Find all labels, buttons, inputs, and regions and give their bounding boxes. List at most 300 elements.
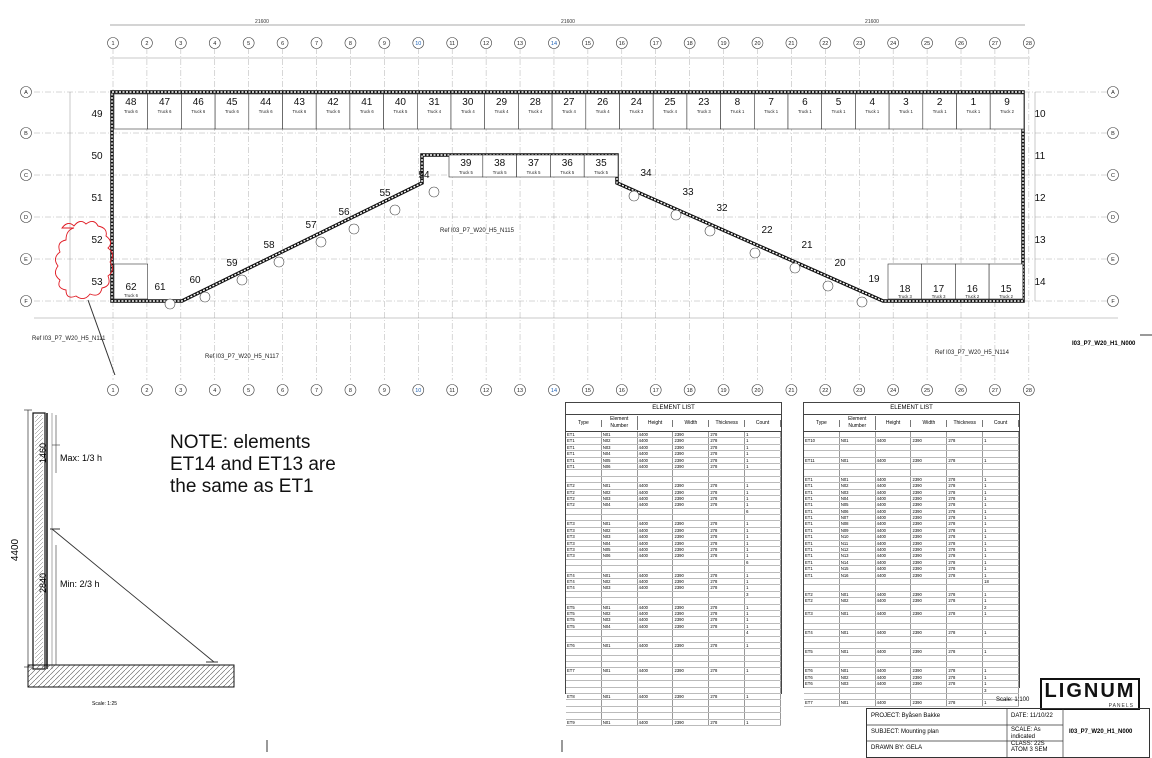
table-cell bbox=[673, 598, 709, 603]
table-cell: 4400 bbox=[638, 547, 674, 552]
table-cell bbox=[840, 464, 876, 469]
truck-label: Truck 3 bbox=[897, 294, 912, 299]
table-cell bbox=[566, 509, 602, 514]
section-bubble bbox=[705, 226, 715, 236]
table-cell bbox=[804, 605, 840, 610]
table-cell: 1 bbox=[745, 496, 781, 501]
table-cell: N05 bbox=[840, 502, 876, 507]
table-cell: ET11 bbox=[804, 458, 840, 463]
table-cell bbox=[709, 592, 745, 597]
table-cell: 4 bbox=[745, 630, 781, 635]
table-cell: 2390 bbox=[673, 438, 709, 443]
table-header-cell: Thickness bbox=[709, 420, 745, 427]
table-cell: 1 bbox=[983, 515, 1019, 520]
table-cell: 2390 bbox=[673, 668, 709, 673]
table-cell: 2390 bbox=[673, 458, 709, 463]
table-cell: 278 bbox=[947, 598, 983, 603]
table-cell bbox=[602, 630, 638, 635]
table-cell: N01 bbox=[840, 611, 876, 616]
table-cell: N01 bbox=[840, 458, 876, 463]
table-cell: N03 bbox=[602, 496, 638, 501]
table-cell: 4400 bbox=[638, 611, 674, 616]
table-cell bbox=[638, 630, 674, 635]
table-cell: N01 bbox=[840, 438, 876, 443]
table-cell bbox=[804, 617, 840, 622]
table-cell: 2390 bbox=[673, 496, 709, 501]
table-cell: ET6 bbox=[804, 675, 840, 680]
table-cell: 1 bbox=[983, 668, 1019, 673]
table-cell: 4400 bbox=[638, 605, 674, 610]
table-cell: 1 bbox=[983, 598, 1019, 603]
table-cell: ET3 bbox=[566, 553, 602, 558]
table-cell bbox=[673, 649, 709, 654]
element-number: 29 bbox=[495, 97, 508, 108]
table-cell bbox=[840, 656, 876, 661]
grid-bubble-label: 24 bbox=[890, 41, 897, 47]
table-cell: 278 bbox=[947, 553, 983, 558]
table-cell bbox=[745, 700, 781, 705]
table-cell bbox=[638, 470, 674, 475]
table-cell bbox=[804, 432, 840, 437]
table-cell bbox=[911, 451, 947, 456]
table-cell bbox=[709, 700, 745, 705]
table-cell: 278 bbox=[709, 643, 745, 648]
table-cell bbox=[673, 630, 709, 635]
table-cell bbox=[566, 675, 602, 680]
table-cell: 2390 bbox=[673, 553, 709, 558]
table-cell bbox=[947, 579, 983, 584]
element-number: 55 bbox=[379, 188, 391, 199]
table-cell: N02 bbox=[840, 598, 876, 603]
table-cell bbox=[840, 432, 876, 437]
table-cell bbox=[983, 464, 1019, 469]
table-cell bbox=[673, 560, 709, 565]
table-cell bbox=[983, 656, 1019, 661]
grid-bubble-label: D bbox=[24, 215, 28, 221]
table-cell: N01 bbox=[602, 720, 638, 725]
table-cell bbox=[673, 470, 709, 475]
table-cell: 4400 bbox=[638, 438, 674, 443]
table-cell: 1 bbox=[983, 541, 1019, 546]
truck-label: Truck 4 bbox=[494, 109, 509, 114]
table-cell bbox=[638, 707, 674, 712]
truck-label: Truck 4 bbox=[562, 109, 576, 114]
table-cell: 2390 bbox=[673, 541, 709, 546]
table-cell: 278 bbox=[947, 509, 983, 514]
table-cell bbox=[947, 585, 983, 590]
table-cell bbox=[804, 445, 840, 450]
table-cell bbox=[876, 432, 912, 437]
grid-bubble-label: 26 bbox=[957, 41, 965, 47]
grid-bubble-label: 18 bbox=[686, 41, 693, 47]
table-cell: N02 bbox=[602, 611, 638, 616]
table-cell: 278 bbox=[947, 528, 983, 533]
grid-bubble-label: 16 bbox=[618, 388, 625, 394]
table-cell bbox=[876, 643, 912, 648]
table-cell: 4400 bbox=[638, 617, 674, 622]
table-cell bbox=[709, 707, 745, 712]
table-cell bbox=[947, 662, 983, 667]
table-cell: 1 bbox=[745, 643, 781, 648]
table-cell: N03 bbox=[602, 445, 638, 450]
table-cell: 278 bbox=[709, 490, 745, 495]
table-cell: 278 bbox=[709, 624, 745, 629]
table-cell: 2390 bbox=[911, 528, 947, 533]
table-cell bbox=[983, 585, 1019, 590]
table-cell: 1 bbox=[745, 483, 781, 488]
grid-bubble-label: 9 bbox=[382, 41, 386, 47]
element-number: 56 bbox=[338, 207, 350, 218]
table-cell: ET2 bbox=[566, 502, 602, 507]
table-cell: 4400 bbox=[876, 477, 912, 482]
table-cell bbox=[638, 700, 674, 705]
element-number: 50 bbox=[91, 151, 103, 162]
table-cell bbox=[673, 509, 709, 514]
table-cell: ET1 bbox=[804, 573, 840, 578]
table-cell: N13 bbox=[840, 553, 876, 558]
table-cell: 278 bbox=[947, 477, 983, 482]
table-cell: 4400 bbox=[638, 720, 674, 725]
table-cell: 2390 bbox=[673, 483, 709, 488]
grid-bubble-label: 5 bbox=[247, 388, 251, 394]
table-cell: 4400 bbox=[638, 643, 674, 648]
table-cell bbox=[709, 649, 745, 654]
table-cell: 2390 bbox=[911, 553, 947, 558]
table-cell: 278 bbox=[947, 611, 983, 616]
table-cell: 2390 bbox=[673, 573, 709, 578]
project-field: PROJECT: Byåsen Bakke bbox=[871, 713, 941, 719]
grid-bubble-label: 25 bbox=[924, 388, 931, 394]
table-cell: 1 bbox=[745, 579, 781, 584]
table-cell: 2 bbox=[983, 605, 1019, 610]
table-cell: 1 bbox=[745, 432, 781, 437]
table-cell bbox=[566, 681, 602, 686]
element-number: 30 bbox=[462, 97, 474, 108]
table-cell: 2390 bbox=[673, 611, 709, 616]
table-cell bbox=[804, 643, 840, 648]
table-cell: 1 bbox=[983, 477, 1019, 482]
section-total-height: 4400 bbox=[10, 538, 21, 562]
table-header-cell: Type bbox=[566, 420, 602, 427]
element-number: 47 bbox=[158, 97, 171, 108]
grid-bubble-label: 3 bbox=[179, 41, 183, 47]
table-cell bbox=[983, 445, 1019, 450]
table-cell: N03 bbox=[840, 681, 876, 686]
table-cell: 278 bbox=[947, 630, 983, 635]
table-cell bbox=[566, 688, 602, 693]
table-cell: 278 bbox=[709, 438, 745, 443]
table-cell bbox=[709, 656, 745, 661]
truck-label: Truck 1 bbox=[730, 109, 745, 114]
grid-bubble-label: 4 bbox=[213, 388, 217, 394]
lignum-logo bbox=[1040, 678, 1140, 710]
table-cell bbox=[566, 713, 602, 718]
table-cell: 278 bbox=[709, 547, 745, 552]
truck-label: Truck 3 bbox=[629, 109, 644, 114]
table-cell: N04 bbox=[602, 624, 638, 629]
table-cell: 3 bbox=[745, 592, 781, 597]
table-cell: N01 bbox=[602, 643, 638, 648]
table-cell bbox=[745, 675, 781, 680]
grid-bubble-label: 20 bbox=[754, 388, 761, 394]
table-cell: N05 bbox=[602, 458, 638, 463]
table-cell bbox=[566, 662, 602, 667]
table-cell: 2390 bbox=[911, 649, 947, 654]
table-cell bbox=[709, 598, 745, 603]
table-cell bbox=[840, 643, 876, 648]
grid-bubble-label: 4 bbox=[213, 41, 217, 47]
truck-label: Truck 2 bbox=[965, 294, 980, 299]
table-cell: 4400 bbox=[638, 464, 674, 469]
table-cell: 4400 bbox=[876, 560, 912, 565]
truck-label: Truck 5 bbox=[393, 109, 408, 114]
table-cell bbox=[566, 707, 602, 712]
table-cell: 4400 bbox=[876, 515, 912, 520]
table-cell bbox=[602, 649, 638, 654]
truck-label: Truck 1 bbox=[831, 109, 846, 114]
table-cell: 2390 bbox=[911, 438, 947, 443]
section-bubble bbox=[237, 275, 247, 285]
section-bubble bbox=[857, 297, 867, 307]
grid-bubble-label: 8 bbox=[348, 388, 352, 394]
dimension-value: 21600 bbox=[255, 19, 269, 25]
grid-bubble-label: 25 bbox=[924, 41, 931, 47]
table-cell bbox=[911, 656, 947, 661]
table-cell bbox=[745, 470, 781, 475]
table-cell: 4400 bbox=[876, 438, 912, 443]
table-cell: N12 bbox=[840, 547, 876, 552]
table-cell bbox=[602, 675, 638, 680]
element-number: 5 bbox=[835, 97, 842, 108]
table-body bbox=[804, 432, 1019, 707]
table-cell bbox=[602, 566, 638, 571]
element-number: 49 bbox=[91, 109, 103, 120]
table-cell: 1 bbox=[983, 458, 1019, 463]
table-cell: 1 bbox=[983, 483, 1019, 488]
truck-label: Truck 1 bbox=[865, 109, 880, 114]
table-cell bbox=[673, 656, 709, 661]
section-bubble bbox=[390, 205, 400, 215]
reference-label: Ref I03_P7_W20_H5_N114 bbox=[935, 350, 1009, 356]
table-cell bbox=[602, 509, 638, 514]
grid-bubble-label: 22 bbox=[822, 41, 829, 47]
table-cell: N06 bbox=[602, 464, 638, 469]
table-cell: ET2 bbox=[804, 598, 840, 603]
grid-bubble-label: 24 bbox=[890, 388, 897, 394]
element-number: 24 bbox=[630, 97, 642, 108]
element-number: 6 bbox=[802, 97, 808, 108]
dimension-value: 21600 bbox=[561, 19, 575, 25]
table-cell: 1 bbox=[983, 490, 1019, 495]
table-cell: 278 bbox=[709, 496, 745, 501]
table-cell bbox=[876, 656, 912, 661]
grid-bubble-label: 11 bbox=[449, 388, 456, 394]
truck-label: Truck 3 bbox=[696, 109, 711, 114]
truck-label: Truck 1 bbox=[966, 109, 981, 114]
table-cell: 4400 bbox=[876, 458, 912, 463]
table-cell: ET1 bbox=[566, 458, 602, 463]
table-cell: N14 bbox=[840, 560, 876, 565]
table-cell bbox=[602, 700, 638, 705]
table-cell: 4400 bbox=[876, 566, 912, 571]
table-cell: N05 bbox=[602, 547, 638, 552]
truck-label: Truck 6 bbox=[292, 109, 307, 114]
table-cell: 2390 bbox=[911, 521, 947, 526]
table-cell: N03 bbox=[840, 490, 876, 495]
section-bubble bbox=[629, 191, 639, 201]
table-cell: ET1 bbox=[804, 515, 840, 520]
element-number: 42 bbox=[327, 97, 339, 108]
truck-label: Truck 5 bbox=[560, 170, 575, 175]
table-cell: 1 bbox=[983, 649, 1019, 654]
grid-bubble-label: 23 bbox=[856, 41, 863, 47]
table-cell: 2390 bbox=[911, 483, 947, 488]
table-cell bbox=[947, 605, 983, 610]
grid-bubble-label: E bbox=[1111, 257, 1115, 263]
revision-cloud bbox=[55, 221, 112, 298]
table-cell bbox=[602, 470, 638, 475]
table-cell bbox=[745, 656, 781, 661]
table-cell: ET6 bbox=[566, 643, 602, 648]
table-cell: N04 bbox=[602, 541, 638, 546]
table-cell: 4400 bbox=[876, 553, 912, 558]
column-bubbles-bottom bbox=[108, 385, 1035, 396]
table-cell: 278 bbox=[709, 579, 745, 584]
table-row bbox=[804, 700, 1019, 706]
table-cell: 1 bbox=[745, 573, 781, 578]
grid-bubble-label: 14 bbox=[550, 388, 558, 394]
element-number: 54 bbox=[418, 170, 430, 181]
table-cell bbox=[911, 432, 947, 437]
element-number: 52 bbox=[91, 235, 103, 246]
table-cell: ET1 bbox=[804, 490, 840, 495]
table-cell bbox=[566, 592, 602, 597]
table-cell: 1 bbox=[983, 700, 1019, 705]
truck-label: Truck 4 bbox=[427, 109, 442, 114]
table-cell bbox=[673, 477, 709, 482]
table-cell: 4400 bbox=[638, 668, 674, 673]
grid-bubble-label: 2 bbox=[145, 41, 149, 47]
table-cell: 4400 bbox=[876, 649, 912, 654]
table-cell bbox=[602, 707, 638, 712]
table-cell bbox=[840, 470, 876, 475]
section-lower-dimension: 2840 bbox=[38, 572, 48, 594]
table-cell: 2390 bbox=[911, 598, 947, 603]
element-number: 10 bbox=[1034, 109, 1046, 120]
element-number: 25 bbox=[664, 97, 676, 108]
table-cell bbox=[947, 637, 983, 642]
table-cell bbox=[876, 694, 912, 699]
table-cell bbox=[876, 637, 912, 642]
table-cell bbox=[638, 662, 674, 667]
truck-label: Truck 4 bbox=[460, 109, 475, 114]
table-cell bbox=[804, 624, 840, 629]
table-cell bbox=[673, 675, 709, 680]
table-cell bbox=[876, 624, 912, 629]
table-cell: N09 bbox=[840, 528, 876, 533]
table-cell: N02 bbox=[602, 490, 638, 495]
table-cell: ET1 bbox=[804, 502, 840, 507]
table-cell: ET1 bbox=[804, 547, 840, 552]
element-number: 28 bbox=[529, 97, 541, 108]
table-cell: 278 bbox=[947, 668, 983, 673]
table-cell bbox=[911, 605, 947, 610]
grid-bubble-label: 21 bbox=[788, 388, 795, 394]
element-number: 41 bbox=[361, 97, 373, 108]
table-cell: 1 bbox=[745, 585, 781, 590]
table-cell bbox=[983, 617, 1019, 622]
table-cell: 2390 bbox=[673, 451, 709, 456]
truck-label: Truck 4 bbox=[528, 109, 543, 114]
table-cell: ET1 bbox=[566, 464, 602, 469]
table-cell: 2390 bbox=[911, 700, 947, 705]
grid-bubble-label: 27 bbox=[991, 388, 998, 394]
grid-bubble-label: 1 bbox=[111, 388, 115, 394]
table-cell: 278 bbox=[709, 694, 745, 699]
table-cell: 1 bbox=[983, 547, 1019, 552]
table-cell bbox=[983, 643, 1019, 648]
table-cell bbox=[947, 432, 983, 437]
element-number: 60 bbox=[189, 275, 201, 286]
element-number: 59 bbox=[226, 258, 238, 269]
section-bubble bbox=[790, 263, 800, 273]
table-cell: 278 bbox=[947, 483, 983, 488]
element-number: 31 bbox=[428, 97, 440, 108]
table-cell bbox=[638, 681, 674, 686]
table-cell: 2390 bbox=[911, 675, 947, 680]
table-cell: 278 bbox=[709, 573, 745, 578]
table-cell: 278 bbox=[947, 681, 983, 686]
truck-label: Truck 2 bbox=[1000, 109, 1014, 114]
table-cell bbox=[673, 681, 709, 686]
table-cell: ET2 bbox=[566, 490, 602, 495]
table-cell: 2390 bbox=[673, 579, 709, 584]
note-text: NOTE: elements ET14 and ET13 are the same as ET1 bbox=[170, 432, 336, 497]
section-upper-dimension: 1460 bbox=[38, 442, 48, 464]
table-header-cell: Element Number bbox=[602, 416, 638, 430]
table-cell bbox=[983, 662, 1019, 667]
table-cell: 1 bbox=[745, 541, 781, 546]
min-label: Min: 2/3 h bbox=[60, 579, 100, 589]
table-cell: 278 bbox=[947, 490, 983, 495]
table-cell bbox=[566, 656, 602, 661]
table-cell: 4400 bbox=[638, 585, 674, 590]
table-cell: N01 bbox=[840, 649, 876, 654]
table-cell: ET7 bbox=[804, 700, 840, 705]
table-cell: 4400 bbox=[876, 675, 912, 680]
table-cell bbox=[947, 451, 983, 456]
table-cell bbox=[709, 515, 745, 520]
table-cell: 2390 bbox=[673, 624, 709, 629]
table-cell: 4400 bbox=[876, 490, 912, 495]
table-cell: 2390 bbox=[911, 560, 947, 565]
table-cell: 278 bbox=[709, 445, 745, 450]
table-cell: 1 bbox=[983, 573, 1019, 578]
table-cell: 278 bbox=[947, 521, 983, 526]
table-cell: 2390 bbox=[911, 458, 947, 463]
table-cell: 4400 bbox=[638, 502, 674, 507]
table-cell: 2390 bbox=[673, 521, 709, 526]
table-cell bbox=[638, 688, 674, 693]
grid-bubble-label: 27 bbox=[991, 41, 998, 47]
table-cell: ET5 bbox=[566, 605, 602, 610]
table-cell: 278 bbox=[709, 521, 745, 526]
table-cell: 1 bbox=[983, 521, 1019, 526]
table-cell: 1 bbox=[745, 445, 781, 450]
grid-bubble-label: 19 bbox=[720, 388, 727, 394]
table-cell: 278 bbox=[709, 605, 745, 610]
table-cell: N01 bbox=[602, 573, 638, 578]
